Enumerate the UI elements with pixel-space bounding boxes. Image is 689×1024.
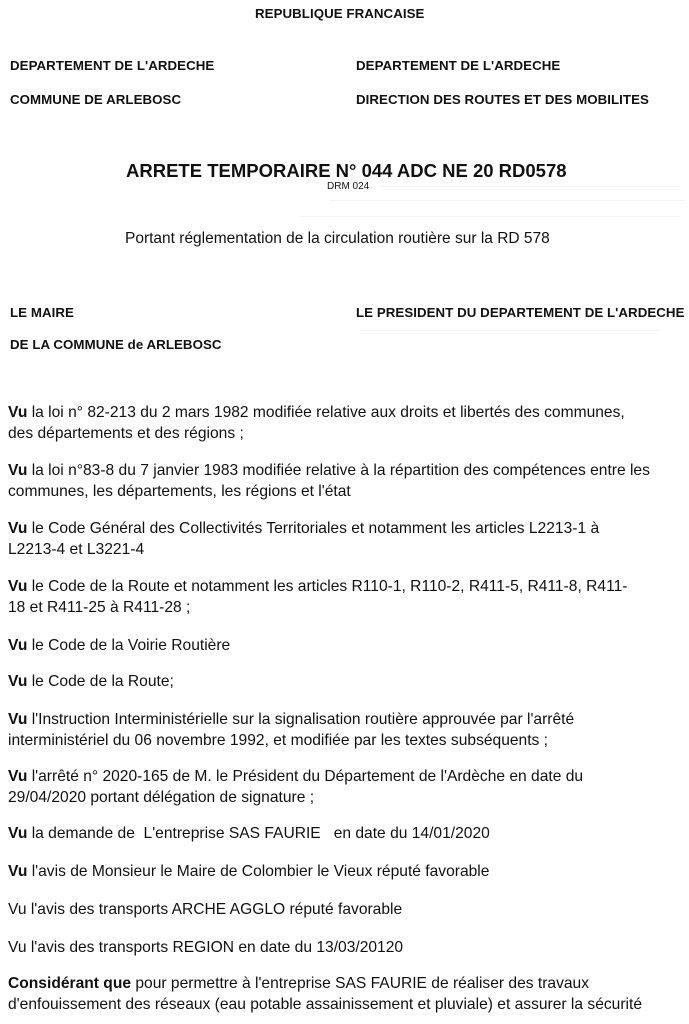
recital-line xyxy=(8,671,688,692)
recital-line xyxy=(8,481,688,502)
recital-text: le Code de la Route; xyxy=(27,673,174,690)
bleed-through-mark xyxy=(380,186,680,187)
recital-text: L2213-4 et L3221-4 xyxy=(8,541,145,558)
recital-lead: Considérant que xyxy=(8,975,132,992)
authority-president: LE PRESIDENT DU DEPARTEMENT DE L'ARDECHE xyxy=(356,305,685,320)
authority-mayor: LE MAIRE xyxy=(10,305,74,320)
recital-line xyxy=(8,766,688,787)
recital-line xyxy=(8,899,688,920)
left-issuer-department: DEPARTEMENT DE L'ARDECHE xyxy=(10,58,215,73)
recital-line xyxy=(8,787,688,808)
recital-text: interministériel du 06 novembre 1992, et modifiée par les textes subséquents ; xyxy=(8,732,549,749)
recital-lead: Vu xyxy=(8,863,28,880)
recital-paragraph xyxy=(8,576,688,618)
recital-line xyxy=(8,709,688,730)
recital-lead: Vu xyxy=(8,578,28,595)
recital-paragraph xyxy=(8,973,688,1015)
recital-paragraph xyxy=(8,709,688,751)
recital-text: Vu l'avis des transports REGION en date du 13/03/20120 xyxy=(8,939,404,956)
decree-subtitle: Portant réglementation de la circulation routière sur la RD 578 xyxy=(125,230,550,247)
recital-line xyxy=(8,402,688,423)
recital-text: 29/04/2020 portant délégation de signature ; xyxy=(8,789,315,806)
recital-line xyxy=(8,423,688,444)
recital-text: le Code de la Voirie Routière xyxy=(27,637,231,654)
recital-text: Vu l'avis des transports ARCHE AGGLO réputé favorable xyxy=(8,901,403,918)
recital-line xyxy=(8,823,688,844)
recital-line xyxy=(8,937,688,958)
recital-lead: Vu xyxy=(8,711,28,728)
recital-line xyxy=(8,576,688,597)
recital-text: pour permettre à l'entreprise SAS FAURIE de réaliser des travaux xyxy=(131,975,590,992)
recital-lead: Vu xyxy=(8,825,28,842)
recital-text: des départements et des régions ; xyxy=(8,425,244,442)
recital-lead: Vu xyxy=(8,637,28,654)
bleed-through-mark xyxy=(360,330,660,331)
recital-paragraph xyxy=(8,402,688,444)
right-issuer-direction: DIRECTION DES ROUTES ET DES MOBILITES xyxy=(356,92,649,107)
decree-title: ARRETE TEMPORAIRE N° 044 ADC NE 20 RD0578 xyxy=(126,160,567,181)
recital-paragraph xyxy=(8,518,688,560)
recital-lead: Vu xyxy=(8,404,28,421)
recital-line xyxy=(8,861,688,882)
recital-text: l'Instruction Interministérielle sur la signalisation routière approuvée par l'arrêté xyxy=(27,711,575,728)
recital-line xyxy=(8,539,688,560)
recital-paragraph xyxy=(8,823,688,844)
recital-line xyxy=(8,730,688,751)
recital-text: la loi n°83-8 du 7 janvier 1983 modifiée relative à la répartition des compétences entre les xyxy=(27,462,650,479)
authority-commune: DE LA COMMUNE de ARLEBOSC xyxy=(10,337,222,352)
decree-reference: DRM 024 xyxy=(327,181,370,192)
republic-heading: REPUBLIQUE FRANCAISE xyxy=(255,6,425,21)
recital-text: le Code Général des Collectivités Territoriales et notamment les articles L2213-1 à xyxy=(27,520,600,537)
recital-paragraph xyxy=(8,766,688,808)
recital-text: l'avis de Monsieur le Maire de Colombier le Vieux réputé favorable xyxy=(27,863,490,880)
recital-paragraph xyxy=(8,635,688,656)
recital-text: l'arrêté n° 2020-165 de M. le Président du Département de l'Ardèche en date du xyxy=(27,768,584,785)
recital-text: la demande de L'entreprise SAS FAURIE en date du 14/01/2020 xyxy=(27,825,490,842)
recital-lead: Vu xyxy=(8,768,28,785)
recital-text: le Code de la Route et notamment les articles R110-1, R110-2, R411-5, R411-8, R411- xyxy=(27,578,628,595)
left-issuer-commune: COMMUNE DE ARLEBOSC xyxy=(10,92,182,107)
recital-line xyxy=(8,635,688,656)
recital-text: communes, les départements, les régions et l'état xyxy=(8,483,351,500)
recital-lead: Vu xyxy=(8,520,28,537)
right-issuer-department: DEPARTEMENT DE L'ARDECHE xyxy=(356,58,561,73)
recital-line xyxy=(8,994,688,1015)
recital-text: la loi n° 82-213 du 2 mars 1982 modifiée relative aux droits et libertés des communes, xyxy=(27,404,625,421)
recital-paragraph xyxy=(8,861,688,882)
recital-text: 18 et R411-25 à R411-28 ; xyxy=(8,599,191,616)
recital-line xyxy=(8,597,688,618)
bleed-through-mark xyxy=(300,216,680,217)
recital-lead: Vu xyxy=(8,462,28,479)
recital-paragraph xyxy=(8,899,688,920)
recital-text: d'enfouissement des réseaux (eau potable assainissement et pluviale) et assurer la sécurité xyxy=(8,996,643,1013)
recital-lead: Vu xyxy=(8,673,28,690)
recital-line xyxy=(8,460,688,481)
recital-line xyxy=(8,518,688,539)
recital-paragraph xyxy=(8,460,688,502)
recital-paragraph xyxy=(8,671,688,692)
recital-line xyxy=(8,973,688,994)
bleed-through-mark xyxy=(330,200,685,201)
recital-paragraph xyxy=(8,937,688,958)
